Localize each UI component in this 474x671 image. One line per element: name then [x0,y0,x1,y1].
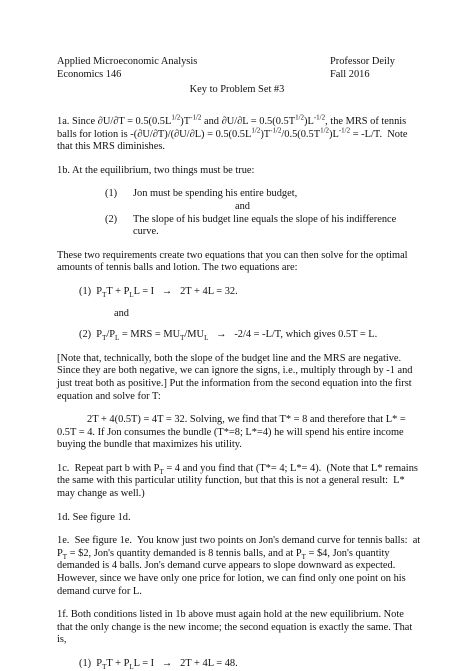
conditions-list [57,188,422,238]
equation-2: (2) $P_T/P_L$ = MRS = $MU_T/MU_L \to -2/4 = -L/T$, which gives 0.5T = L. [79,329,378,343]
list-item: (1) Jon must be spending his entire budget, [105,188,422,201]
document-header [57,56,417,81]
equation-and: and [114,307,130,319]
list-item: (2) The slope of his budget line equals the slope of his indifference curve. [105,214,422,239]
course-number: Economics 146 [57,68,122,80]
condition-2: The slope of his budget line equals the slope of his indifference curve. [133,213,397,238]
document-body [57,113,422,671]
paragraph-1d: 1d. See figure 1d. [57,511,131,523]
paragraph-solve: 2T + 4(0.5T) = 4T = 32. Solving, we find that T* = 8 and therefore that L* = 0.5T = 4. If Jon consumes the bundle (T*=8; L*=4) he will spend his entire income buying the bundle that maximizes his utility. [57,414,406,451]
paragraph-two-equations: These two requirements create two equations that you can then solve for the optimal amounts of tennis balls and lotion. The two equations are: [57,249,408,274]
paragraph-note: [Note that, technically, both the slope of the budget line and the MRS are negative. Since they are both negative, we can ignore the signs, i.e., multiply through by -1 and just treat both as positive.] Put the information from the second equation into the first equation and solve for T: [57,352,413,402]
paragraph-1a: 1a. Since $\partial U/\partial T = 0.5(0.5L^{1/2})T^{-1/2}$ and $\partial U/\partial L = 0.5(0.5T^{1/2})L^{-1/2}$, the MRS of tennis balls for lotion is $-(\partial U/\partial T)/(\partial U/\partial L) = 0.5(0.5L^{1/2})T^{-1/2}/0.5(0.5T^{1/2})L^{-1/2} = -L/T$. Note that this MRS diminishes. [57,113,408,153]
paragraph-1e: 1e. See figure 1e. You know just two points on Jon's demand curve for tennis balls: at $P_T$ = $2, Jon's quantity demanded is 8 tennis balls, and at $P_T$ = $4, Jon's quantity demanded is 4 balls. Jon's demand curve appears to slope downward as expected. However, since we have only one price for lotion, we can find only one point on his demand curve for L. [57,535,421,597]
paragraph-1b: 1b. At the equilibrium, two things must be true: [57,164,255,176]
paragraph-1f: 1f. Both conditions listed in 1b above must again hold at the new equilibrium. Note that the only change is the new income; the second equation is exactly the same. That is, [57,609,413,646]
condition-and: and [235,200,251,212]
course-name: Applied Microeconomic Analysis [57,56,198,67]
term: Fall 2016 [330,68,370,80]
document-title: Key to Problem Set #3 [189,84,285,95]
equation-3: (1) $P_TT + P_LL = I \to 2T + 4L = 48$. [79,658,238,671]
paragraph-1c: 1c. Repeat part b with $P_T = 4$ and you find that (T*= 4; L*= 4). (Note that L* remains the same with this particular utility function, but that this is not a general result: L* may change as well.) [57,462,418,500]
condition-1: Jon must be spending his entire budget, [133,188,298,200]
equation-1: (1) $P_TT + P_LL = I \to 2T + 4L = 32$. [79,285,238,300]
professor-name: Professor Deily [330,56,395,67]
